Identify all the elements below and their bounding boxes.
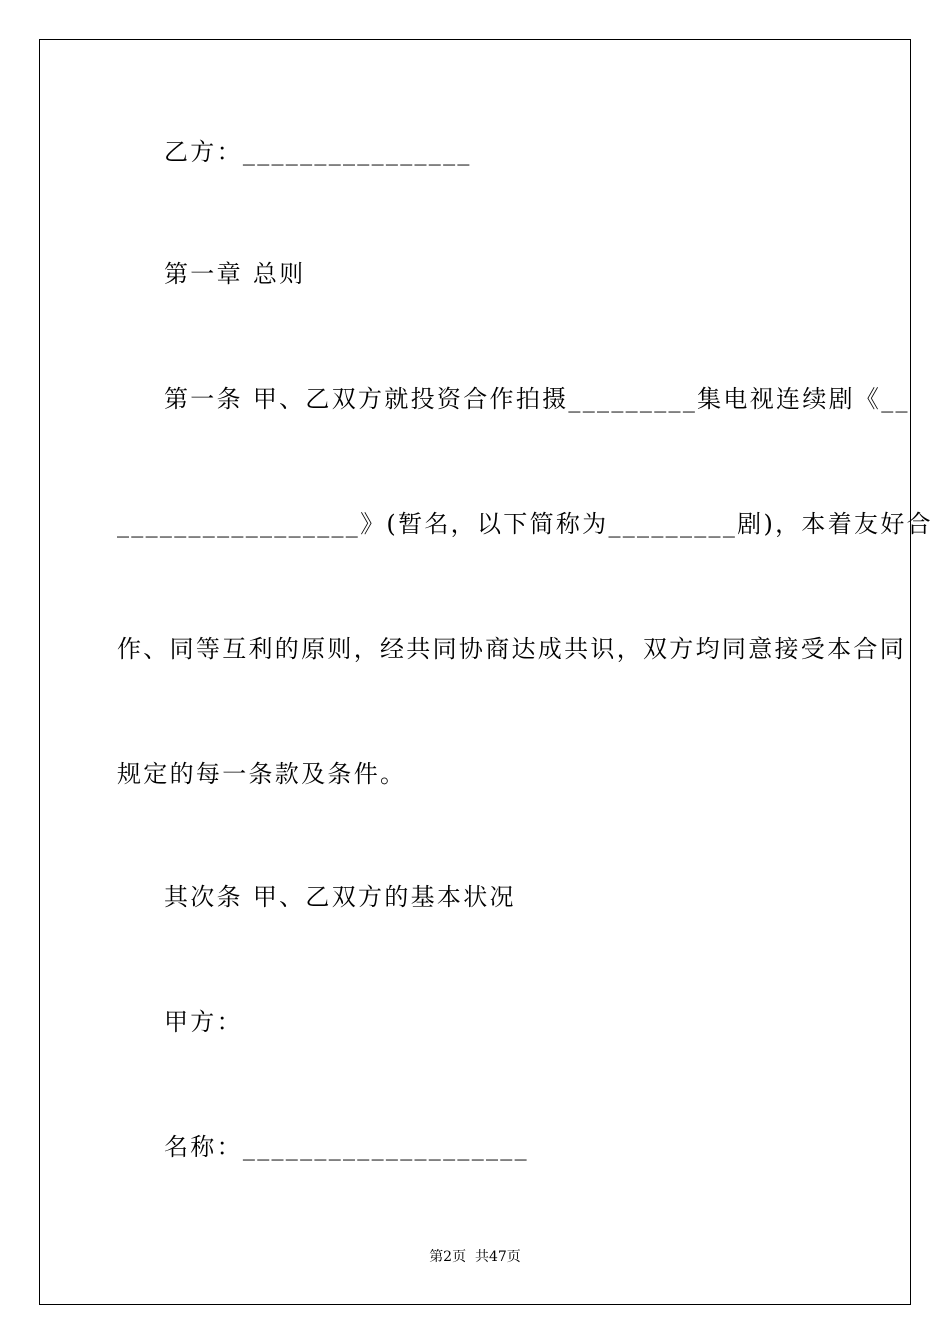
- article-two-heading: 其次条 甲、乙双方的基本状况: [164, 883, 516, 911]
- party-a-label: 甲方：: [164, 1008, 243, 1036]
- article-one-line-2: _________________》(暂名，以下简称为_________剧)，本着友好合: [117, 510, 933, 538]
- page-border: [39, 39, 911, 1305]
- party-b-line: 乙方：________________: [164, 138, 472, 166]
- name-field-line: 名称：____________________: [164, 1133, 529, 1161]
- chapter-heading: 第一章 总则: [164, 260, 306, 288]
- article-one-line-4: 规定的每一条款及条件。: [117, 760, 407, 788]
- page-footer: 第2页 共47页: [429, 1249, 521, 1265]
- article-one-line-3: 作、同等互利的原则，经共同协商达成共识，双方均同意接受本合同: [117, 635, 906, 663]
- article-one-line-1: 第一条 甲、乙双方就投资合作拍摄_________集电视连续剧《__: [164, 385, 910, 413]
